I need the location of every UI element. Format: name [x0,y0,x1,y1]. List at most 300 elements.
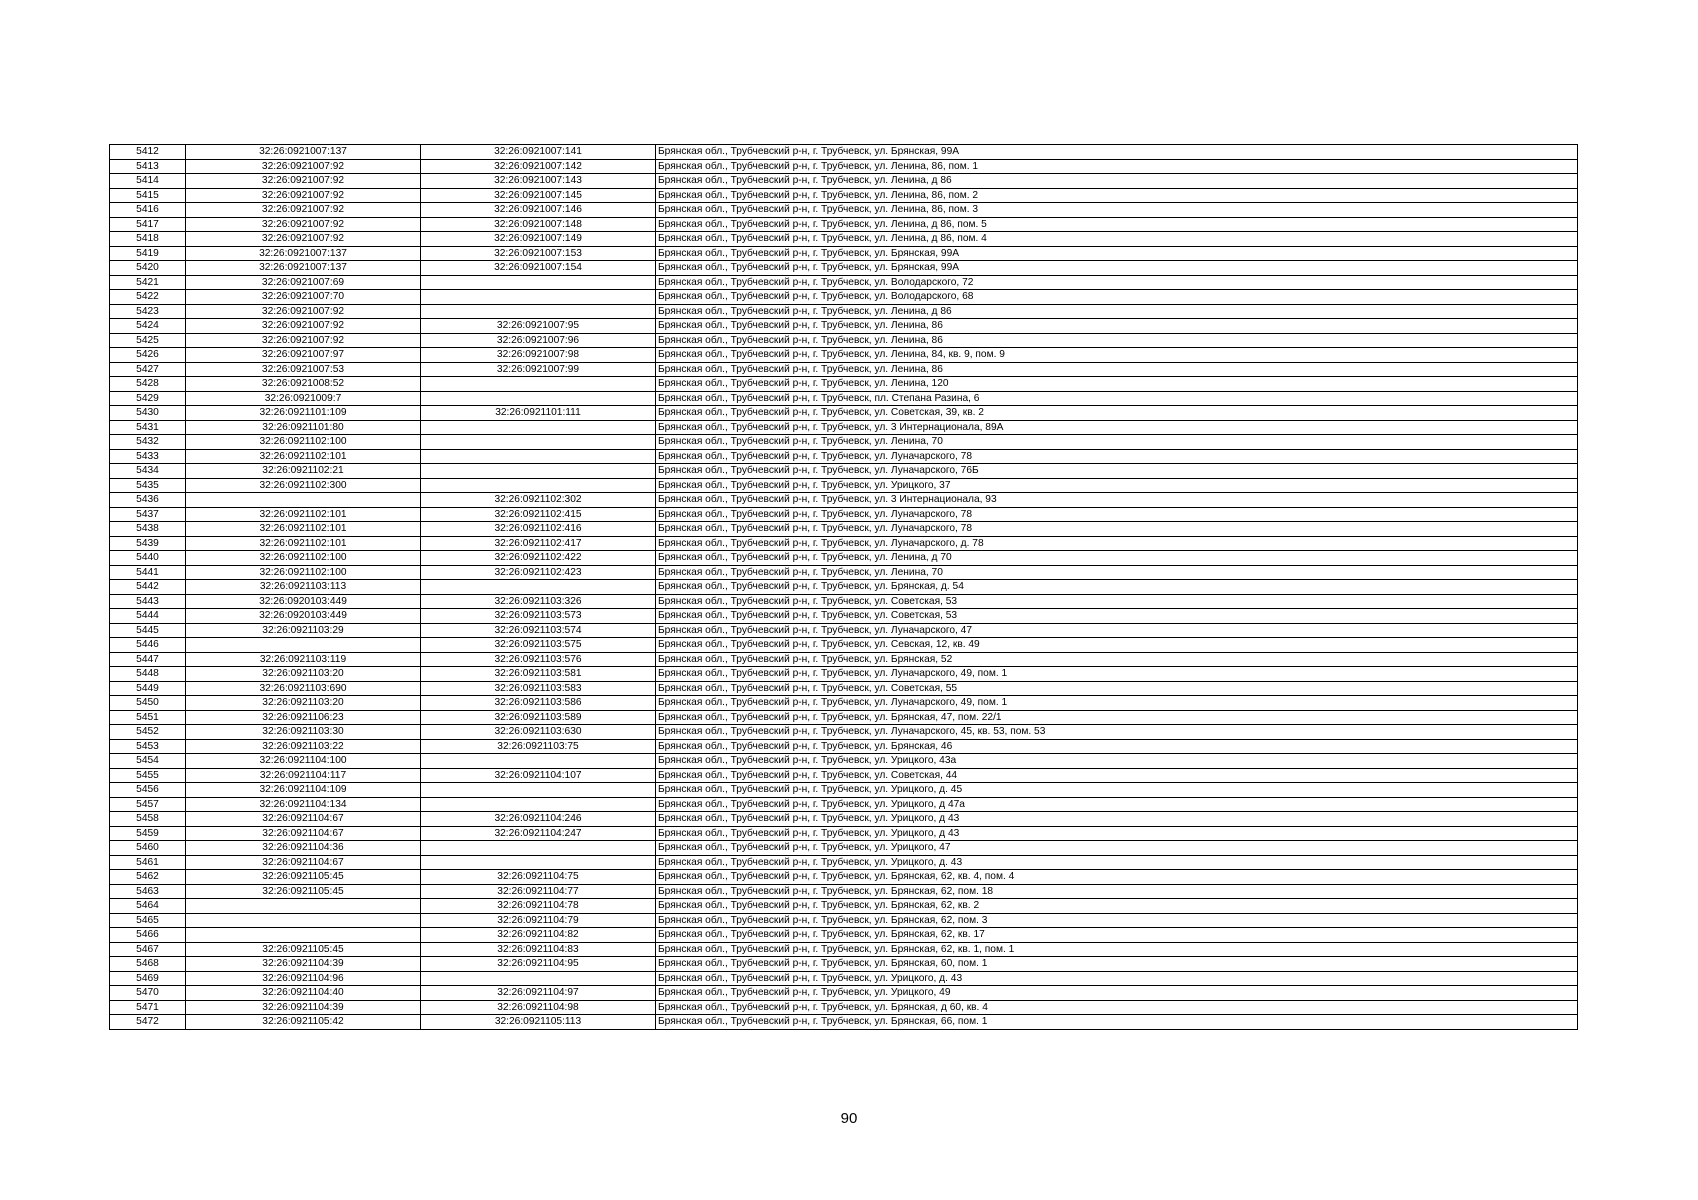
table-row [110,522,1578,537]
row-number-cell: 5435 [110,478,186,493]
table-row [110,449,1578,464]
row-number-cell: 5415 [110,188,186,203]
row-number-cell: 5416 [110,203,186,218]
row-number-cell: 5434 [110,464,186,479]
cadastral-number-cell: 32:26:0921103:20 [186,696,421,711]
cadastral-number-cell: 32:26:0921007:92 [186,174,421,189]
table-body [110,145,1578,1030]
table-row [110,377,1578,392]
table-row [110,406,1578,421]
object-number-cell: 32:26:0921104:95 [421,957,656,972]
cadastral-number-cell: 32:26:0921106:23 [186,710,421,725]
table-row [110,565,1578,580]
address-cell: Брянская обл., Трубчевский р-н, г. Трубчевск, ул. Брянская, 46 [656,739,1578,754]
object-number-cell: 32:26:0921104:97 [421,986,656,1001]
address-cell: Брянская обл., Трубчевский р-н, г. Трубчевск, ул. Брянская, 99А [656,261,1578,276]
object-number-cell: 32:26:0921101:111 [421,406,656,421]
object-number-cell [421,449,656,464]
table-row [110,609,1578,624]
object-number-cell: 32:26:0921104:107 [421,768,656,783]
row-number-cell: 5440 [110,551,186,566]
object-number-cell: 32:26:0921103:75 [421,739,656,754]
cadastral-number-cell: 32:26:0921103:30 [186,725,421,740]
table-row [110,174,1578,189]
cadastral-number-cell: 32:26:0921105:45 [186,942,421,957]
cadastral-number-cell: 32:26:0921105:45 [186,884,421,899]
object-number-cell: 32:26:0921103:583 [421,681,656,696]
object-number-cell: 32:26:0921007:153 [421,246,656,261]
row-number-cell: 5439 [110,536,186,551]
cadastral-number-cell: 32:26:0921007:92 [186,333,421,348]
row-number-cell: 5456 [110,783,186,798]
table-row [110,319,1578,334]
row-number-cell: 5454 [110,754,186,769]
cadastral-number-cell: 32:26:0921007:137 [186,246,421,261]
row-number-cell: 5461 [110,855,186,870]
table-row [110,913,1578,928]
table-row [110,783,1578,798]
cadastral-number-cell: 32:26:0921102:21 [186,464,421,479]
address-cell: Брянская обл., Трубчевский р-н, г. Трубчевск, ул. Брянская, 62, пом. 18 [656,884,1578,899]
object-number-cell: 32:26:0921103:573 [421,609,656,624]
object-number-cell: 32:26:0921105:113 [421,1015,656,1030]
object-number-cell: 32:26:0921103:574 [421,623,656,638]
cadastral-number-cell [186,913,421,928]
object-number-cell [421,478,656,493]
object-number-cell: 32:26:0921104:78 [421,899,656,914]
table-row [110,899,1578,914]
object-number-cell [421,304,656,319]
object-number-cell [421,275,656,290]
object-number-cell: 32:26:0921007:142 [421,159,656,174]
row-number-cell: 5420 [110,261,186,276]
cadastral-number-cell: 32:26:0921102:300 [186,478,421,493]
table-row [110,275,1578,290]
address-cell: Брянская обл., Трубчевский р-н, г. Трубчевск, ул. Володарского, 72 [656,275,1578,290]
object-number-cell [421,855,656,870]
cadastral-number-cell: 32:26:0921104:40 [186,986,421,1001]
cadastral-number-cell: 32:26:0921104:39 [186,957,421,972]
object-number-cell: 32:26:0921103:630 [421,725,656,740]
address-cell: Брянская обл., Трубчевский р-н, г. Трубчевск, ул. Советская, 55 [656,681,1578,696]
table-row [110,493,1578,508]
address-cell: Брянская обл., Трубчевский р-н, г. Трубчевск, ул. Брянская, 60, пом. 1 [656,957,1578,972]
address-cell: Брянская обл., Трубчевский р-н, г. Трубчевск, ул. Урицкого, 43а [656,754,1578,769]
object-number-cell: 32:26:0921007:141 [421,145,656,160]
address-cell: Брянская обл., Трубчевский р-н, г. Трубчевск, ул. Урицкого, д. 45 [656,783,1578,798]
address-cell: Брянская обл., Трубчевский р-н, г. Трубчевск, ул. Брянская, 99А [656,145,1578,160]
address-cell: Брянская обл., Трубчевский р-н, г. Трубчевск, ул. Брянская, 52 [656,652,1578,667]
cadastral-number-cell: 32:26:0921007:92 [186,217,421,232]
cadastral-number-cell: 32:26:0921007:70 [186,290,421,305]
cadastral-number-cell: 32:26:0921102:100 [186,435,421,450]
row-number-cell: 5452 [110,725,186,740]
object-number-cell: 32:26:0921103:586 [421,696,656,711]
object-number-cell: 32:26:0921007:148 [421,217,656,232]
table-row [110,942,1578,957]
cadastral-number-cell [186,899,421,914]
row-number-cell: 5430 [110,406,186,421]
table-row [110,870,1578,885]
address-cell: Брянская обл., Трубчевский р-н, г. Трубчевск, ул. Урицкого, д 47а [656,797,1578,812]
address-cell: Брянская обл., Трубчевский р-н, г. Трубчевск, ул. Ленина, 84, кв. 9, пом. 9 [656,348,1578,363]
cadastral-number-cell: 32:26:0921104:67 [186,826,421,841]
object-number-cell: 32:26:0921103:581 [421,667,656,682]
cadastral-number-cell: 32:26:0921101:80 [186,420,421,435]
address-cell: Брянская обл., Трубчевский р-н, г. Трубчевск, ул. 3 Интернационала, 89А [656,420,1578,435]
table-row [110,710,1578,725]
row-number-cell: 5412 [110,145,186,160]
row-number-cell: 5438 [110,522,186,537]
object-number-cell: 32:26:0921102:417 [421,536,656,551]
table-row [110,232,1578,247]
row-number-cell: 5417 [110,217,186,232]
table-row [110,391,1578,406]
address-cell: Брянская обл., Трубчевский р-н, г. Трубчевск, ул. Луначарского, 49, пом. 1 [656,696,1578,711]
object-number-cell [421,391,656,406]
cadastral-number-cell: 32:26:0920103:449 [186,594,421,609]
object-number-cell [421,754,656,769]
object-number-cell [421,290,656,305]
address-cell: Брянская обл., Трубчевский р-н, г. Трубчевск, ул. 3 Интернационала, 93 [656,493,1578,508]
row-number-cell: 5429 [110,391,186,406]
row-number-cell: 5463 [110,884,186,899]
row-number-cell: 5467 [110,942,186,957]
row-number-cell: 5447 [110,652,186,667]
object-number-cell: 32:26:0921104:82 [421,928,656,943]
table-row [110,290,1578,305]
address-cell: Брянская обл., Трубчевский р-н, г. Трубчевск, ул. Луначарского, 78 [656,449,1578,464]
row-number-cell: 5448 [110,667,186,682]
table-row [110,638,1578,653]
object-number-cell: 32:26:0921102:422 [421,551,656,566]
cadastral-number-cell: 32:26:0921007:69 [186,275,421,290]
cadastral-number-cell: 32:26:0921104:134 [186,797,421,812]
cadastral-number-cell: 32:26:0921103:20 [186,667,421,682]
cadastral-number-cell: 32:26:0921104:100 [186,754,421,769]
table-row [110,536,1578,551]
address-cell: Брянская обл., Трубчевский р-н, г. Трубчевск, ул. Володарского, 68 [656,290,1578,305]
table-row [110,246,1578,261]
cadastral-number-cell: 32:26:0921007:92 [186,232,421,247]
row-number-cell: 5451 [110,710,186,725]
row-number-cell: 5472 [110,1015,186,1030]
object-number-cell: 32:26:0921007:149 [421,232,656,247]
cadastral-number-cell: 32:26:0921007:53 [186,362,421,377]
cadastral-number-cell: 32:26:0921102:101 [186,536,421,551]
table-row [110,478,1578,493]
address-cell: Брянская обл., Трубчевский р-н, г. Трубчевск, ул. Ленина, д 86, пом. 4 [656,232,1578,247]
table-row [110,739,1578,754]
object-number-cell: 32:26:0921102:423 [421,565,656,580]
cadastral-number-cell: 32:26:0921007:137 [186,145,421,160]
object-number-cell: 32:26:0921104:83 [421,942,656,957]
address-cell: Брянская обл., Трубчевский р-н, г. Трубчевск, ул. Урицкого, д. 43 [656,855,1578,870]
table-row [110,812,1578,827]
address-cell: Брянская обл., Трубчевский р-н, г. Трубчевск, ул. Брянская, 66, пом. 1 [656,1015,1578,1030]
table-row [110,667,1578,682]
address-cell: Брянская обл., Трубчевский р-н, г. Трубчевск, ул. Луначарского, 78 [656,522,1578,537]
cadastral-number-cell: 32:26:0921104:39 [186,1000,421,1015]
table-row [110,159,1578,174]
row-number-cell: 5428 [110,377,186,392]
cadastral-number-cell: 32:26:0921008:52 [186,377,421,392]
address-cell: Брянская обл., Трубчевский р-н, г. Трубчевск, ул. Урицкого, д 43 [656,826,1578,841]
table-row [110,754,1578,769]
object-number-cell: 32:26:0921007:154 [421,261,656,276]
address-cell: Брянская обл., Трубчевский р-н, г. Трубчевск, ул. Ленина, 70 [656,435,1578,450]
table-row [110,1000,1578,1015]
table-row [110,435,1578,450]
table-row [110,261,1578,276]
address-cell: Брянская обл., Трубчевский р-н, г. Трубчевск, ул. Брянская, 47, пом. 22/1 [656,710,1578,725]
address-cell: Брянская обл., Трубчевский р-н, г. Трубчевск, ул. Луначарского, 78 [656,507,1578,522]
row-number-cell: 5470 [110,986,186,1001]
table-row [110,362,1578,377]
address-cell: Брянская обл., Трубчевский р-н, г. Трубчевск, ул. Ленина, д 86, пом. 5 [656,217,1578,232]
row-number-cell: 5421 [110,275,186,290]
table-row [110,217,1578,232]
row-number-cell: 5459 [110,826,186,841]
object-number-cell: 32:26:0921102:302 [421,493,656,508]
address-cell: Брянская обл., Трубчевский р-н, г. Трубчевск, ул. Ленина, 86 [656,362,1578,377]
cadastral-number-cell: 32:26:0921105:42 [186,1015,421,1030]
row-number-cell: 5450 [110,696,186,711]
table-row [110,507,1578,522]
row-number-cell: 5436 [110,493,186,508]
address-cell: Брянская обл., Трубчевский р-н, г. Трубчевск, ул. Брянская, 62, кв. 17 [656,928,1578,943]
cadastral-number-cell [186,638,421,653]
row-number-cell: 5442 [110,580,186,595]
address-cell: Брянская обл., Трубчевский р-н, г. Трубчевск, ул. Брянская, 62, кв. 1, пом. 1 [656,942,1578,957]
table-row [110,652,1578,667]
address-cell: Брянская обл., Трубчевский р-н, г. Трубчевск, ул. Брянская, 62, пом. 3 [656,913,1578,928]
table-row [110,420,1578,435]
object-number-cell: 32:26:0921104:77 [421,884,656,899]
row-number-cell: 5433 [110,449,186,464]
address-cell: Брянская обл., Трубчевский р-н, г. Трубчевск, ул. Брянская, 99А [656,246,1578,261]
address-cell: Брянская обл., Трубчевский р-н, г. Трубчевск, ул. Ленина, д 86 [656,174,1578,189]
cadastral-number-cell: 32:26:0921007:92 [186,188,421,203]
address-cell: Брянская обл., Трубчевский р-н, г. Трубчевск, ул. Урицкого, 49 [656,986,1578,1001]
table-row [110,957,1578,972]
address-cell: Брянская обл., Трубчевский р-н, г. Трубчевск, ул. Ленина, д 86 [656,304,1578,319]
table-row [110,884,1578,899]
cadastral-number-cell [186,928,421,943]
address-cell: Брянская обл., Трубчевский р-н, г. Трубчевск, ул. Ленина, 86, пом. 2 [656,188,1578,203]
address-cell: Брянская обл., Трубчевский р-н, г. Трубчевск, ул. Луначарского, 47 [656,623,1578,638]
object-number-cell: 32:26:0921104:98 [421,1000,656,1015]
cadastral-number-cell: 32:26:0921103:690 [186,681,421,696]
row-number-cell: 5423 [110,304,186,319]
row-number-cell: 5457 [110,797,186,812]
object-number-cell [421,971,656,986]
object-number-cell [421,841,656,856]
row-number-cell: 5427 [110,362,186,377]
address-cell: Брянская обл., Трубчевский р-н, г. Трубчевск, ул. Ленина, 120 [656,377,1578,392]
row-number-cell: 5464 [110,899,186,914]
object-number-cell [421,464,656,479]
cadastral-number-cell: 32:26:0921104:67 [186,812,421,827]
row-number-cell: 5455 [110,768,186,783]
address-cell: Брянская обл., Трубчевский р-н, г. Трубчевск, ул. Луначарского, 49, пом. 1 [656,667,1578,682]
row-number-cell: 5413 [110,159,186,174]
object-number-cell: 32:26:0921007:98 [421,348,656,363]
cadastral-number-cell: 32:26:0921102:101 [186,449,421,464]
address-cell: Брянская обл., Трубчевский р-н, г. Трубчевск, ул. Советская, 44 [656,768,1578,783]
table-row [110,696,1578,711]
cadastral-number-cell: 32:26:0921007:97 [186,348,421,363]
cadastral-number-cell: 32:26:0921103:119 [186,652,421,667]
table-row [110,551,1578,566]
table-row [110,580,1578,595]
row-number-cell: 5424 [110,319,186,334]
row-number-cell: 5469 [110,971,186,986]
cadastral-number-cell: 32:26:0921103:22 [186,739,421,754]
row-number-cell: 5453 [110,739,186,754]
row-number-cell: 5445 [110,623,186,638]
address-cell: Брянская обл., Трубчевский р-н, г. Трубчевск, ул. Брянская, д 60, кв. 4 [656,1000,1578,1015]
object-number-cell: 32:26:0921103:326 [421,594,656,609]
object-number-cell [421,580,656,595]
table-row [110,797,1578,812]
table-row [110,594,1578,609]
address-cell: Брянская обл., Трубчевский р-н, г. Трубчевск, ул. Ленина, 86 [656,333,1578,348]
cadastral-number-cell: 32:26:0921104:96 [186,971,421,986]
row-number-cell: 5419 [110,246,186,261]
cadastral-number-cell: 32:26:0921007:92 [186,319,421,334]
object-number-cell: 32:26:0921104:79 [421,913,656,928]
object-number-cell: 32:26:0921007:145 [421,188,656,203]
address-cell: Брянская обл., Трубчевский р-н, г. Трубчевск, ул. Ленина, 86, пом. 3 [656,203,1578,218]
table-row [110,348,1578,363]
object-number-cell: 32:26:0921103:575 [421,638,656,653]
address-cell: Брянская обл., Трубчевский р-н, г. Трубчевск, ул. Урицкого, д. 43 [656,971,1578,986]
cadastral-number-cell: 32:26:0921102:101 [186,522,421,537]
object-number-cell: 32:26:0921007:96 [421,333,656,348]
row-number-cell: 5414 [110,174,186,189]
cadastral-number-cell: 32:26:0921104:109 [186,783,421,798]
address-cell: Брянская обл., Трубчевский р-н, г. Трубчевск, ул. Урицкого, 37 [656,478,1578,493]
cadastral-number-cell: 32:26:0921103:29 [186,623,421,638]
address-cell: Брянская обл., Трубчевский р-н, г. Трубчевск, пл. Степана Разина, 6 [656,391,1578,406]
table-row [110,188,1578,203]
object-number-cell [421,420,656,435]
address-cell: Брянская обл., Трубчевский р-н, г. Трубчевск, ул. Урицкого, 47 [656,841,1578,856]
table-row [110,304,1578,319]
table-row [110,203,1578,218]
object-number-cell: 32:26:0921104:247 [421,826,656,841]
address-cell: Брянская обл., Трубчевский р-н, г. Трубчевск, ул. Севская, 12, кв. 49 [656,638,1578,653]
object-number-cell: 32:26:0921007:99 [421,362,656,377]
address-cell: Брянская обл., Трубчевский р-н, г. Трубчевск, ул. Ленина, 86, пом. 1 [656,159,1578,174]
table-row [110,623,1578,638]
object-number-cell [421,783,656,798]
object-number-cell: 32:26:0921007:95 [421,319,656,334]
object-number-cell: 32:26:0921007:146 [421,203,656,218]
row-number-cell: 5468 [110,957,186,972]
row-number-cell: 5460 [110,841,186,856]
cadastral-number-cell: 32:26:0921007:92 [186,304,421,319]
row-number-cell: 5422 [110,290,186,305]
address-cell: Брянская обл., Трубчевский р-н, г. Трубчевск, ул. Советская, 53 [656,609,1578,624]
object-number-cell [421,797,656,812]
object-number-cell: 32:26:0921007:143 [421,174,656,189]
row-number-cell: 5443 [110,594,186,609]
table-row [110,841,1578,856]
address-cell: Брянская обл., Трубчевский р-н, г. Трубчевск, ул. Ленина, д 70 [656,551,1578,566]
row-number-cell: 5426 [110,348,186,363]
address-cell: Брянская обл., Трубчевский р-н, г. Трубчевск, ул. Советская, 53 [656,594,1578,609]
cadastral-number-cell: 32:26:0921104:117 [186,768,421,783]
table-row [110,971,1578,986]
address-cell: Брянская обл., Трубчевский р-н, г. Трубчевск, ул. Луначарского, 76Б [656,464,1578,479]
row-number-cell: 5446 [110,638,186,653]
row-number-cell: 5432 [110,435,186,450]
cadastral-number-cell: 32:26:0921101:109 [186,406,421,421]
cadastral-number-cell: 32:26:0920103:449 [186,609,421,624]
address-cell: Брянская обл., Трубчевский р-н, г. Трубчевск, ул. Брянская, д. 54 [656,580,1578,595]
row-number-cell: 5444 [110,609,186,624]
row-number-cell: 5441 [110,565,186,580]
object-number-cell: 32:26:0921102:416 [421,522,656,537]
object-number-cell: 32:26:0921102:415 [421,507,656,522]
cadastral-number-cell: 32:26:0921007:137 [186,261,421,276]
row-number-cell: 5471 [110,1000,186,1015]
cadastral-number-cell: 32:26:0921102:100 [186,565,421,580]
row-number-cell: 5465 [110,913,186,928]
address-cell: Брянская обл., Трубчевский р-н, г. Трубчевск, ул. Брянская, 62, кв. 4, пом. 4 [656,870,1578,885]
object-number-cell: 32:26:0921103:589 [421,710,656,725]
table-row [110,768,1578,783]
object-number-cell: 32:26:0921104:246 [421,812,656,827]
address-cell: Брянская обл., Трубчевский р-н, г. Трубчевск, ул. Ленина, 86 [656,319,1578,334]
cadastral-number-cell: 32:26:0921105:45 [186,870,421,885]
row-number-cell: 5431 [110,420,186,435]
cadastral-number-cell: 32:26:0921009:7 [186,391,421,406]
table-row [110,725,1578,740]
table-row [110,464,1578,479]
table-row [110,986,1578,1001]
address-cell: Брянская обл., Трубчевский р-н, г. Трубчевск, ул. Ленина, 70 [656,565,1578,580]
page-number: 90 [840,1110,858,1127]
object-number-cell [421,435,656,450]
address-cell: Брянская обл., Трубчевский р-н, г. Трубчевск, ул. Луначарского, д. 78 [656,536,1578,551]
cadastral-number-cell: 32:26:0921104:67 [186,855,421,870]
cadastral-number-cell: 32:26:0921007:92 [186,159,421,174]
cadastral-number-cell: 32:26:0921102:101 [186,507,421,522]
table-row [110,145,1578,160]
row-number-cell: 5449 [110,681,186,696]
address-cell: Брянская обл., Трубчевский р-н, г. Трубчевск, ул. Луначарского, 45, кв. 53, пом. 53 [656,725,1578,740]
address-cell: Брянская обл., Трубчевский р-н, г. Трубчевск, ул. Брянская, 62, кв. 2 [656,899,1578,914]
cadastral-number-cell [186,493,421,508]
cadastral-number-cell: 32:26:0921104:36 [186,841,421,856]
table-row [110,1015,1578,1030]
cadastral-number-cell: 32:26:0921007:92 [186,203,421,218]
data-table [109,144,1578,1030]
object-number-cell: 32:26:0921103:576 [421,652,656,667]
row-number-cell: 5466 [110,928,186,943]
table-row [110,826,1578,841]
row-number-cell: 5418 [110,232,186,247]
table-row [110,333,1578,348]
object-number-cell: 32:26:0921104:75 [421,870,656,885]
row-number-cell: 5425 [110,333,186,348]
row-number-cell: 5437 [110,507,186,522]
address-cell: Брянская обл., Трубчевский р-н, г. Трубчевск, ул. Советская, 39, кв. 2 [656,406,1578,421]
cadastral-number-cell: 32:26:0921102:100 [186,551,421,566]
